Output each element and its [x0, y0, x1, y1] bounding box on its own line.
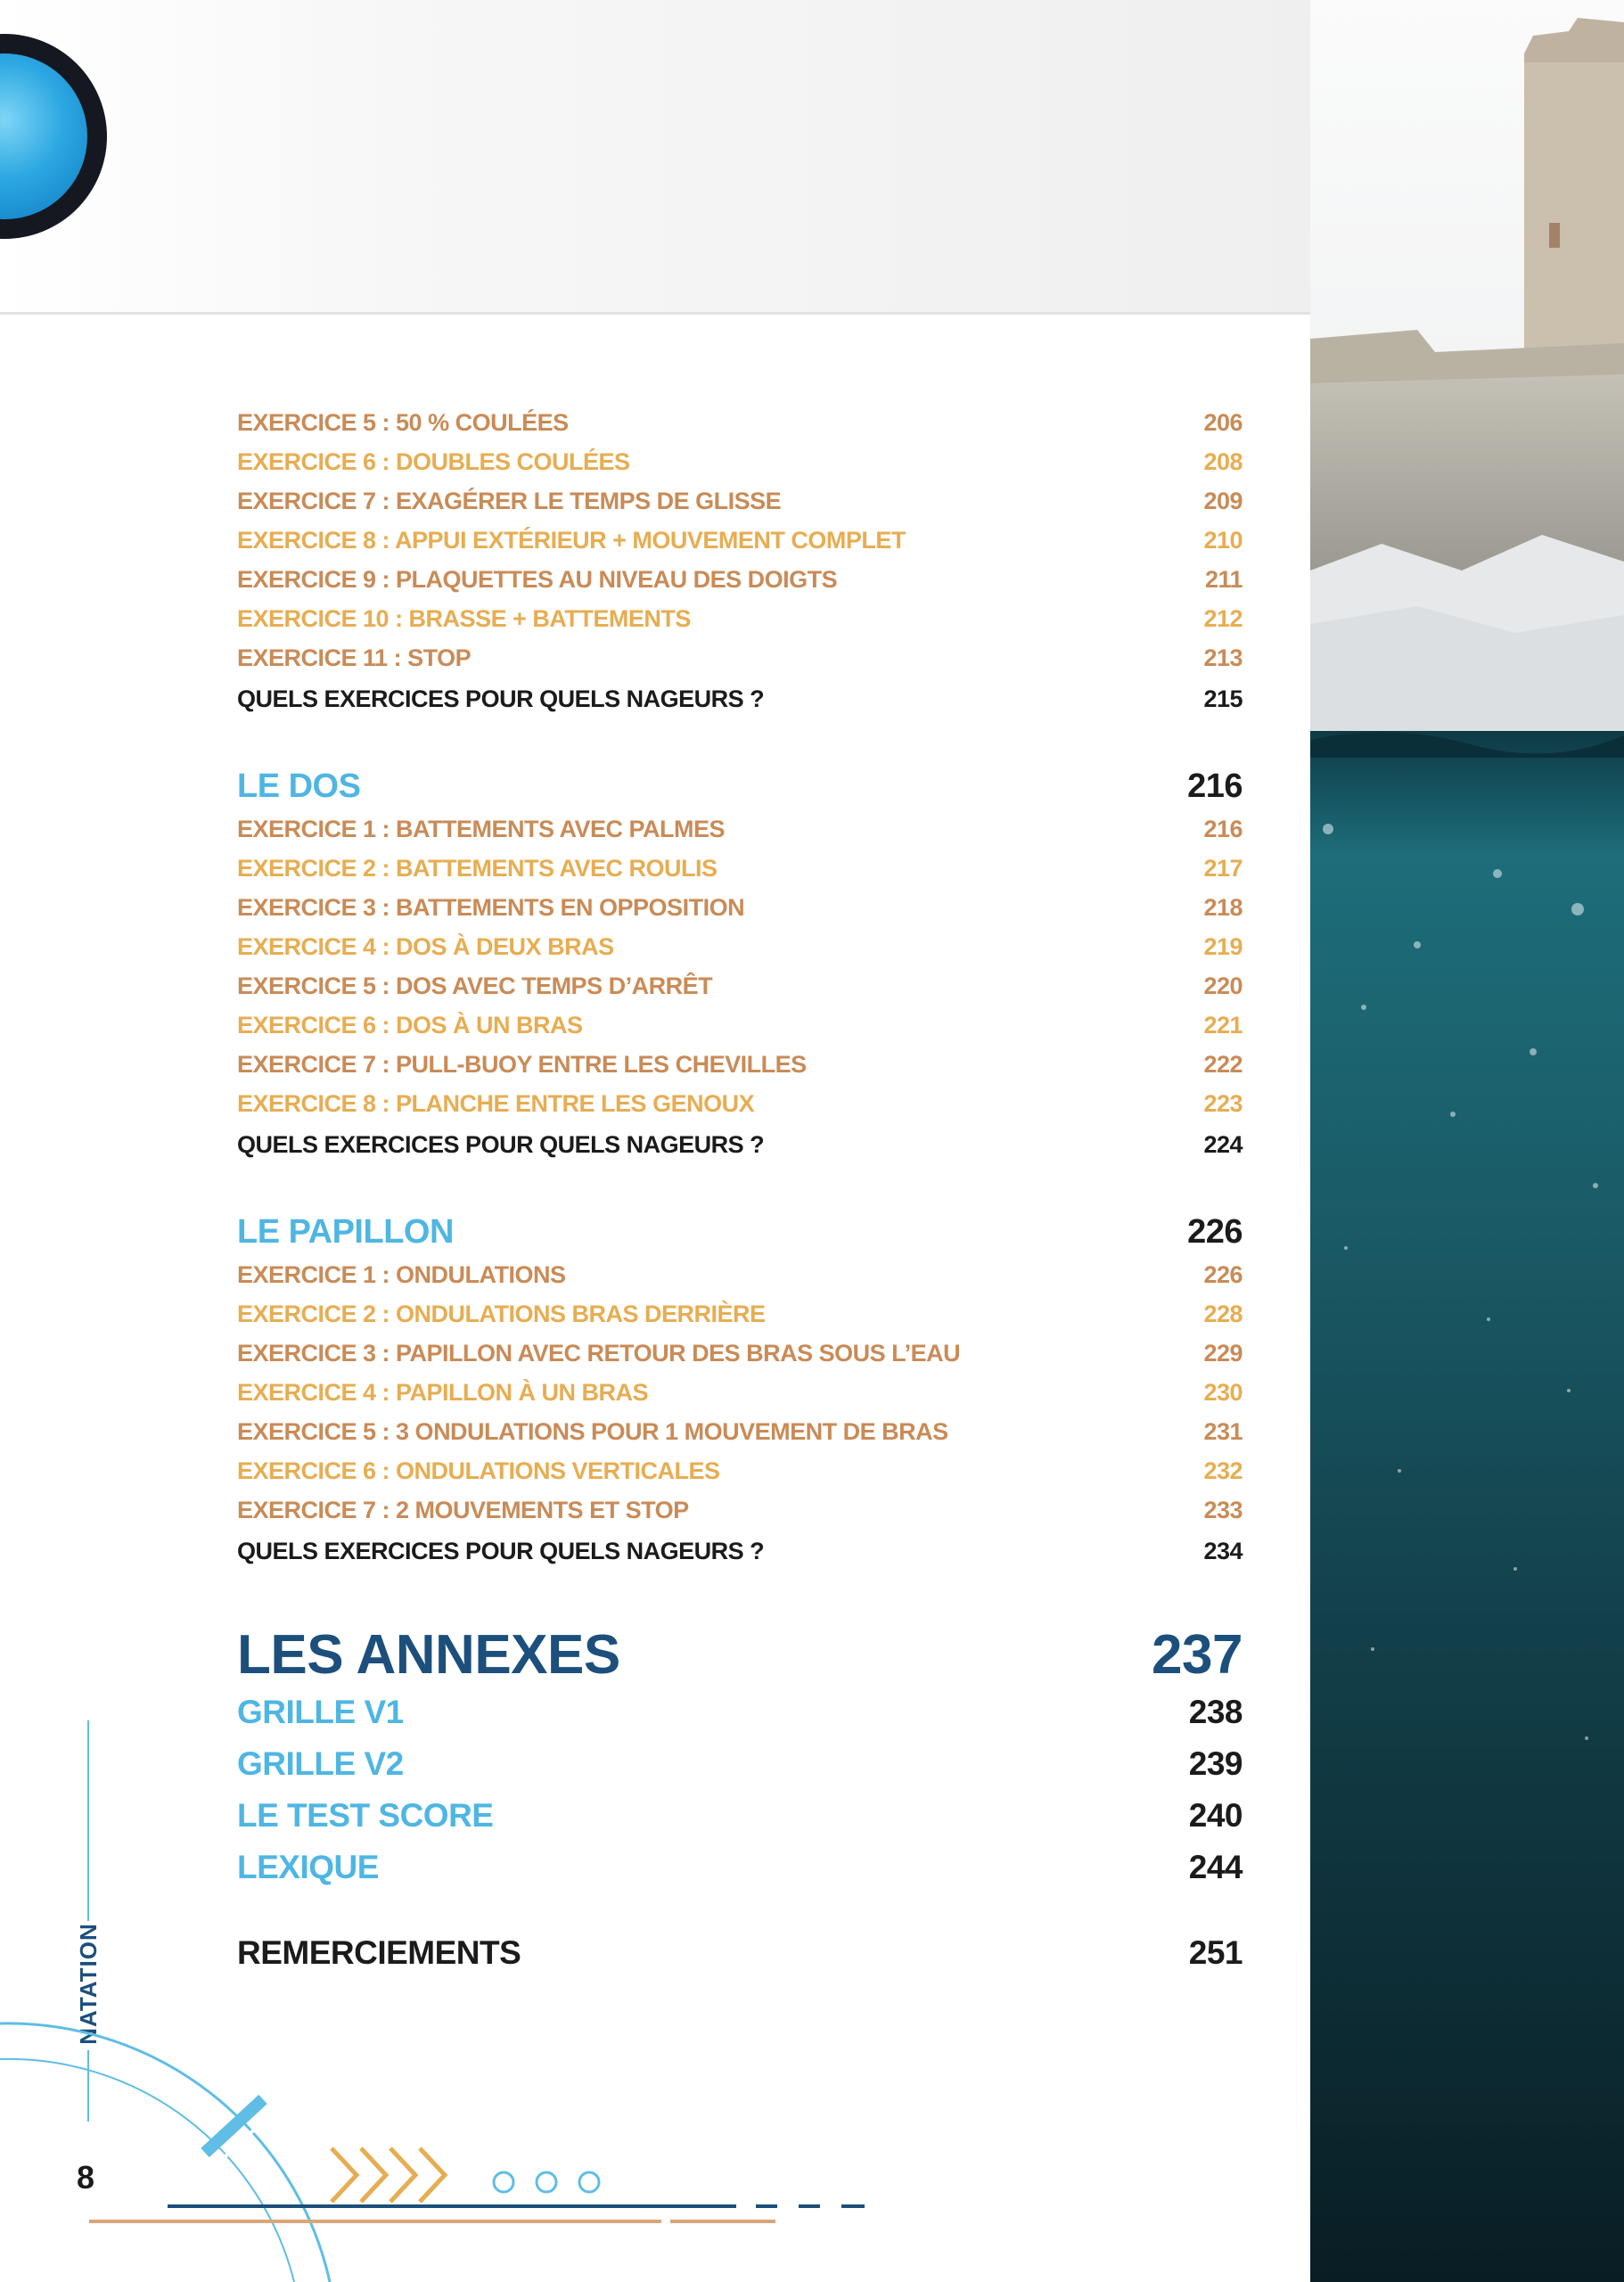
toc-exercise-entry-title: EXERCICE 7 : PULL-BUOY ENTRE LES CHEVILLES: [237, 1051, 807, 1078]
toc-exercise-entry-title: EXERCICE 3 : PAPILLON AVEC RETOUR DES BRAS SOUS L’EAU: [237, 1340, 961, 1367]
toc-exercise-entry-title: EXERCICE 1 : ONDULATIONS: [237, 1261, 566, 1288]
toc-exercise-entry-page: 222: [1203, 1051, 1243, 1078]
toc-exercise-entry-page: 228: [1203, 1301, 1243, 1327]
toc-question-entry-title: QUELS EXERCICES POUR QUELS NAGEURS ?: [237, 685, 765, 712]
annex-entry-title: GRILLE V1: [237, 1694, 404, 1730]
annex-entry[interactable]: [237, 1842, 1243, 1893]
toc-question-entry-title: QUELS EXERCICES POUR QUELS NAGEURS ?: [237, 1538, 765, 1564]
toc-exercise-entry-page: 212: [1203, 605, 1243, 632]
header-band: [0, 0, 1310, 315]
toc-exercise-entry[interactable]: [237, 481, 1243, 521]
decorative-gauge-graphic: [0, 1997, 891, 2282]
toc-exercise-entry[interactable]: [237, 849, 1243, 888]
toc-exercise-entry[interactable]: [237, 1255, 1243, 1294]
annex-entry-page: 238: [1188, 1694, 1243, 1730]
toc-exercise-entry-title: EXERCICE 7 : EXAGÉRER LE TEMPS DE GLISSE: [237, 488, 782, 514]
toc-exercise-entry[interactable]: [237, 1334, 1243, 1373]
annex-entry[interactable]: [237, 1790, 1243, 1842]
toc-question-entry[interactable]: [237, 1530, 1243, 1572]
annex-entry-title: LE TEST SCORE: [237, 1797, 494, 1834]
annex-entry-title: GRILLE V2: [237, 1745, 404, 1782]
toc-exercise-entry-title: EXERCICE 2 : ONDULATIONS BRAS DERRIÈRE: [237, 1301, 766, 1327]
table-of-contents: [237, 403, 1243, 1979]
toc-exercise-entry-page: 211: [1204, 566, 1243, 593]
annex-entry-page: 240: [1188, 1797, 1243, 1834]
thanks-entry-title: REMERCIEMENTS: [237, 1934, 521, 1971]
toc-exercise-entry-title: EXERCICE 10 : BRASSE + BATTEMENTS: [237, 605, 691, 632]
toc-question-entry[interactable]: [237, 1123, 1243, 1166]
annex-entry-page: 239: [1188, 1745, 1243, 1782]
toc-exercise-entry-title: EXERCICE 8 : PLANCHE ENTRE LES GENOUX: [237, 1090, 755, 1117]
toc-exercise-entry-title: EXERCICE 1 : BATTEMENTS AVEC PALMES: [237, 816, 726, 842]
toc-exercise-entry[interactable]: [237, 1045, 1243, 1084]
toc-exercise-entry-page: 216: [1203, 816, 1243, 842]
toc-exercise-entry[interactable]: [237, 888, 1243, 927]
annex-entry[interactable]: [237, 1738, 1243, 1790]
page-number: 8: [77, 2159, 95, 2196]
toc-exercise-entry[interactable]: [237, 927, 1243, 966]
toc-exercise-entry-page: 209: [1203, 488, 1243, 514]
side-label-text: NATATION: [74, 1922, 102, 2045]
toc-exercise-entry-title: EXERCICE 5 : 3 ONDULATIONS POUR 1 MOUVEMENT DE BRAS: [237, 1418, 948, 1445]
toc-exercise-entry[interactable]: [237, 638, 1243, 677]
toc-exercise-entry[interactable]: [237, 966, 1243, 1006]
toc-exercise-entry-page: 223: [1203, 1090, 1243, 1117]
toc-question-entry[interactable]: [237, 677, 1243, 720]
section-heading-title: LE DOS: [237, 768, 361, 805]
toc-exercise-entry-title: EXERCICE 5 : 50 % COULÉES: [237, 409, 569, 436]
toc-exercise-entry-page: 208: [1203, 448, 1243, 475]
toc-exercise-entry-page: 219: [1203, 933, 1243, 960]
toc-exercise-entry-title: EXERCICE 6 : DOS À UN BRAS: [237, 1012, 583, 1038]
toc-exercise-entry[interactable]: [237, 560, 1243, 599]
toc-exercise-entry-page: 233: [1203, 1497, 1243, 1523]
lens-ring-inner: [0, 53, 87, 219]
toc-question-entry-page: 224: [1203, 1131, 1243, 1158]
toc-exercise-entry-page: 226: [1203, 1261, 1243, 1288]
toc-exercise-entry[interactable]: [237, 1373, 1243, 1412]
toc-exercise-entry-page: 217: [1203, 855, 1243, 882]
toc-question-entry-page: 234: [1203, 1538, 1243, 1564]
toc-exercise-entry-page: 206: [1203, 409, 1243, 436]
toc-exercise-entry-title: EXERCICE 4 : PAPILLON À UN BRAS: [237, 1379, 649, 1406]
toc-question-entry-page: 215: [1203, 685, 1243, 712]
toc-exercise-entry-title: EXERCICE 7 : 2 MOUVEMENTS ET STOP: [237, 1497, 689, 1523]
toc-exercise-entry-title: EXERCICE 4 : DOS À DEUX BRAS: [237, 933, 614, 960]
toc-exercise-entry[interactable]: [237, 1294, 1243, 1334]
toc-exercise-entry-page: 218: [1203, 894, 1243, 921]
thanks-entry-page: 251: [1188, 1934, 1243, 1971]
toc-exercise-entry[interactable]: [237, 1412, 1243, 1451]
toc-exercise-entry[interactable]: [237, 442, 1243, 481]
section-heading-title: LE PAPILLON: [237, 1213, 454, 1251]
toc-exercise-entry-title: EXERCICE 8 : APPUI EXTÉRIEUR + MOUVEMENT COMPLET: [237, 527, 906, 554]
toc-exercise-entry[interactable]: [237, 1006, 1243, 1045]
toc-exercise-entry-title: EXERCICE 9 : PLAQUETTES AU NIVEAU DES DOIGTS: [237, 566, 838, 593]
toc-exercise-entry-title: EXERCICE 2 : BATTEMENTS AVEC ROULIS: [237, 855, 718, 882]
annexes-heading-title: LES ANNEXES: [237, 1624, 620, 1686]
toc-exercise-entry-title: EXERCICE 3 : BATTEMENTS EN OPPOSITION: [237, 894, 745, 921]
toc-exercise-entry[interactable]: [237, 1451, 1243, 1490]
section-heading-page: 226: [1187, 1213, 1243, 1251]
toc-exercise-entry-title: EXERCICE 6 : ONDULATIONS VERTICALES: [237, 1457, 720, 1484]
toc-exercise-entry-page: 220: [1203, 973, 1243, 999]
toc-exercise-entry[interactable]: [237, 1490, 1243, 1530]
annexes-heading[interactable]: [237, 1624, 1243, 1687]
toc-exercise-entry-title: EXERCICE 6 : DOUBLES COULÉES: [237, 448, 630, 475]
annexes-heading-page: 237: [1152, 1624, 1243, 1686]
toc-exercise-entry[interactable]: [237, 521, 1243, 560]
toc-exercise-entry[interactable]: [237, 599, 1243, 638]
section-heading-page: 216: [1187, 768, 1243, 805]
toc-exercise-entry-page: 232: [1203, 1457, 1243, 1484]
toc-exercise-entry[interactable]: [237, 1084, 1243, 1123]
sea-fortress-photo: [1310, 0, 1624, 2282]
thanks-entry[interactable]: [237, 1927, 1243, 1979]
toc-exercise-entry-title: EXERCICE 11 : STOP: [237, 644, 472, 671]
section-heading[interactable]: [237, 763, 1243, 809]
side-rule-top: [87, 1720, 89, 1921]
annex-entry-title: LEXIQUE: [237, 1849, 379, 1885]
toc-exercise-entry[interactable]: [237, 403, 1243, 442]
annex-entry-page: 244: [1188, 1849, 1243, 1885]
toc-exercise-entry-page: 210: [1203, 527, 1243, 554]
toc-question-entry-title: QUELS EXERCICES POUR QUELS NAGEURS ?: [237, 1131, 765, 1158]
toc-exercise-entry[interactable]: [237, 809, 1243, 849]
toc-exercise-entry-page: 230: [1203, 1379, 1243, 1406]
toc-exercise-entry-page: 231: [1203, 1418, 1243, 1445]
section-heading[interactable]: [237, 1209, 1243, 1255]
toc-exercise-entry-page: 213: [1203, 644, 1243, 671]
toc-exercise-entry-page: 229: [1203, 1340, 1243, 1367]
toc-exercise-entry-page: 221: [1203, 1012, 1243, 1038]
toc-exercise-entry-title: EXERCICE 5 : DOS AVEC TEMPS D’ARRÊT: [237, 973, 713, 999]
annex-entry[interactable]: [237, 1687, 1243, 1738]
